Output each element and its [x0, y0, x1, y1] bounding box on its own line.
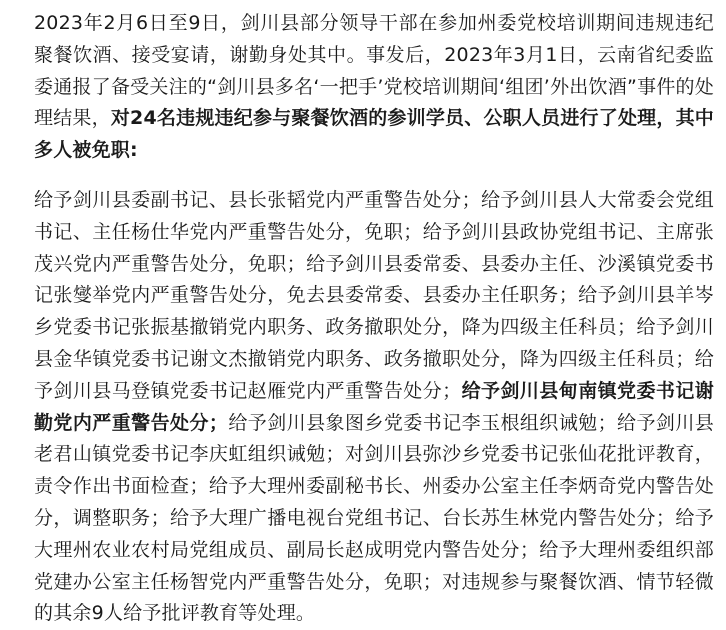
- intro-bold-text: 对24名违规违纪参与聚餐饮酒的参训学员、公职人员进行了处理，其中多人被免职:: [34, 107, 714, 162]
- punishment-text-after: 给予剑川县象图乡党委书记李玉根组织诫勉；给予剑川县老君山镇党委书记李庆虹组织诫勉；对剑川县弥沙乡党委书记张仙花批评教育，责令作出书面检查；给予大理州委副秘书长、州委办公室主任李炳奇党内警告处分，调整职务；给予大理广播电视台党组书记、台长苏生林党内警告处分；给予大理州农业农村局党组成员、副局长赵成明党内警告处分；给予大理州委组织部党建办公室主任杨智党内严重警告处分，免职；对违规参与聚餐饮酒、情节轻微的其余9人给予批评教育等处理。: [34, 411, 714, 625]
- punishment-bold-text: 给予剑川县甸南镇党委书记谢勤党内严重警告处分；: [34, 379, 714, 434]
- intro-text: 2023年2月6日至9日，剑川县部分领导干部在参加州委党校培训期间违规违纪聚餐饮酒、接受宴请，谢勤身处其中。事发后，2023年3月1日，云南省纪委监委通报了备受关注的“剑川县多名‘一把手’党校培训期间‘组团’外出饮酒”事件的处理结果，: [34, 12, 714, 130]
- punishment-text-before: 给予剑川县委副书记、县长张韬党内严重警告处分；给予剑川县人大常委会党组书记、主任杨仕华党内严重警告处分，免职；给予剑川县政协党组书记、主席张茂兴党内严重警告处分，免职；给予剑川县委常委、县委办主任、沙溪镇党委书记张燮举党内严重警告处分，免去县委常委、县委办主任职务；给予剑川县羊岑乡党委书记张振基撤销党内职务、政务撤职处分，降为四级主任科员；给予剑川县金华镇党委书记谢文杰撤销党内职务、政务撤职处分，降为四级主任科员；给予剑川县马登镇党委书记赵雁党内严重警告处分；: [34, 188, 714, 402]
- intro-paragraph: [34, 8, 714, 167]
- punishment-list-paragraph: [34, 185, 714, 630]
